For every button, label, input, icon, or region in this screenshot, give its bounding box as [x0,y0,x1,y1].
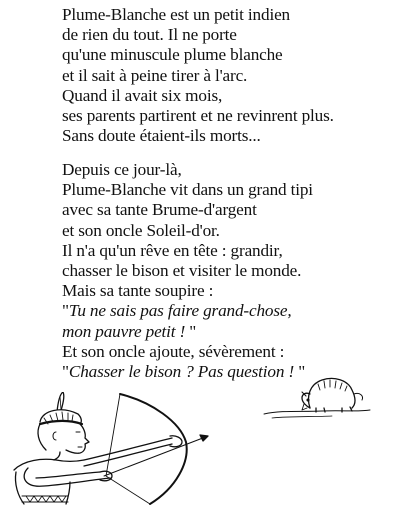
quote-mark: " [62,361,69,381]
paragraph-2 [62,160,396,382]
text-line: avec sa tante Brume-d'argent [62,200,257,220]
quote-mark: " [62,301,69,321]
text-line: Sans doute étaient-ils morts... [62,126,261,146]
text-line: Plume-Blanche vit dans un grand tipi [62,180,313,200]
quote-mark: " [185,321,197,341]
text-line: Depuis ce jour-là, [62,160,182,179]
text-line: et son oncle Soleil-d'or. [62,220,220,240]
text-line: de rien du tout. Il ne porte [62,25,237,45]
quote-mark: " [294,361,306,381]
text-line: Il n'a qu'un rêve en tête : grandir, [62,240,283,260]
indian-boy-with-bow-drawing [0,392,210,507]
uncle-quote-text: Chasser le bison ? Pas question ! [68,361,295,381]
text-line: Mais sa tante soupire : [62,281,214,301]
paragraph-1 [62,5,396,146]
uncle-intro-line: Et son oncle ajoute, sévèrement : [62,341,285,361]
text-line: chasser le bison et visiter le monde. [62,260,302,280]
aunt-quote-text: Tu ne sais pas faire grand-chose, [68,301,292,321]
text-line: qu'une minuscule plume blanche [62,45,283,65]
text-line: et il sait à peine tirer à l'arc. [62,65,248,85]
text-line: Quand il avait six mois, [62,85,223,105]
text-line: ses parents partirent et ne revinrent plus. [62,105,334,125]
aunt-quote-line-1 [62,301,396,321]
text-line: Plume-Blanche est un petit indien [62,5,290,24]
aunt-quote-line-2 [62,322,396,342]
bison-drawing [262,370,372,420]
aunt-quote-text: mon pauvre petit ! [62,321,186,341]
